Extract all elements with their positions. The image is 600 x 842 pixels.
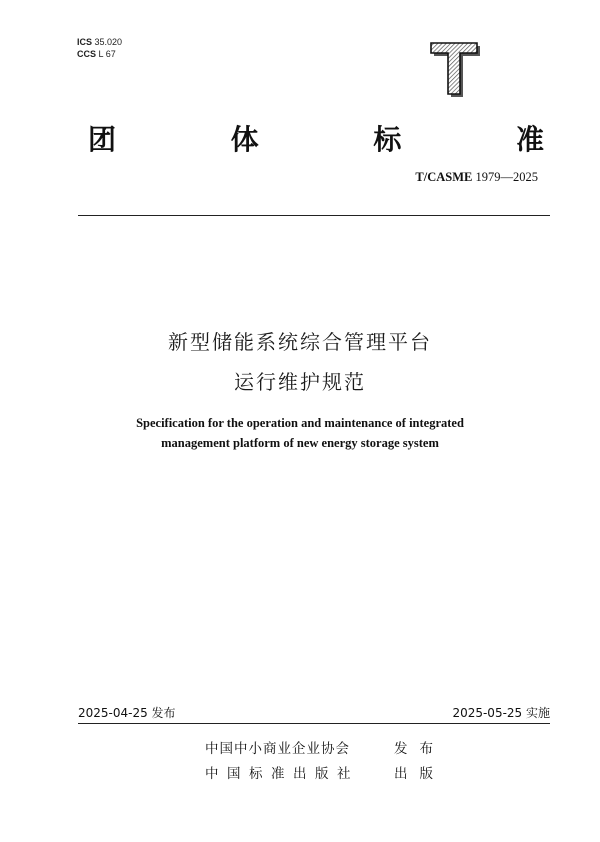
title-en-line1: Specification for the operation and maintenance of integrated — [136, 416, 464, 430]
publisher-name: 中国标准出版社 — [205, 766, 359, 782]
standard-type-char: 体 — [230, 123, 259, 156]
standard-code-number: 1979—2025 — [475, 170, 538, 184]
publisher-name: 中国中小商业企业协会 — [205, 741, 350, 757]
title-cn-line1: 新型储能系统综合管理平台 — [168, 330, 432, 354]
publisher-row — [205, 762, 445, 782]
standard-mark-letter: T — [428, 40, 429, 41]
publisher-row — [205, 737, 445, 757]
top-divider — [78, 215, 550, 216]
ccs-code: L 67 — [98, 49, 116, 59]
release-date: 2025-04-25 发布 — [78, 706, 176, 720]
publisher-role: 发布 — [394, 741, 445, 757]
standard-type-title — [88, 122, 544, 158]
ics-code: 35.020 — [94, 37, 123, 47]
bottom-divider — [78, 723, 550, 724]
standard-type-char: 准 — [515, 123, 544, 156]
ics-line — [77, 36, 122, 48]
standard-type-char: 标 — [373, 123, 402, 156]
ccs-line — [77, 48, 122, 60]
classification-codes — [77, 36, 122, 60]
title-en-line2: management platform of new energy storage system — [161, 436, 439, 450]
ccs-label: CCS — [77, 49, 97, 59]
standard-code-prefix: T/CASME — [415, 170, 473, 184]
publisher-role: 出版 — [394, 766, 445, 782]
standard-code — [415, 170, 538, 185]
implement-date: 2025-05-25 实施 — [452, 706, 550, 720]
title-cn-line2: 运行维护规范 — [234, 370, 366, 394]
standard-type-char: 团 — [88, 123, 117, 156]
ics-label: ICS — [77, 37, 93, 47]
standard-mark-t-logo — [428, 40, 484, 100]
